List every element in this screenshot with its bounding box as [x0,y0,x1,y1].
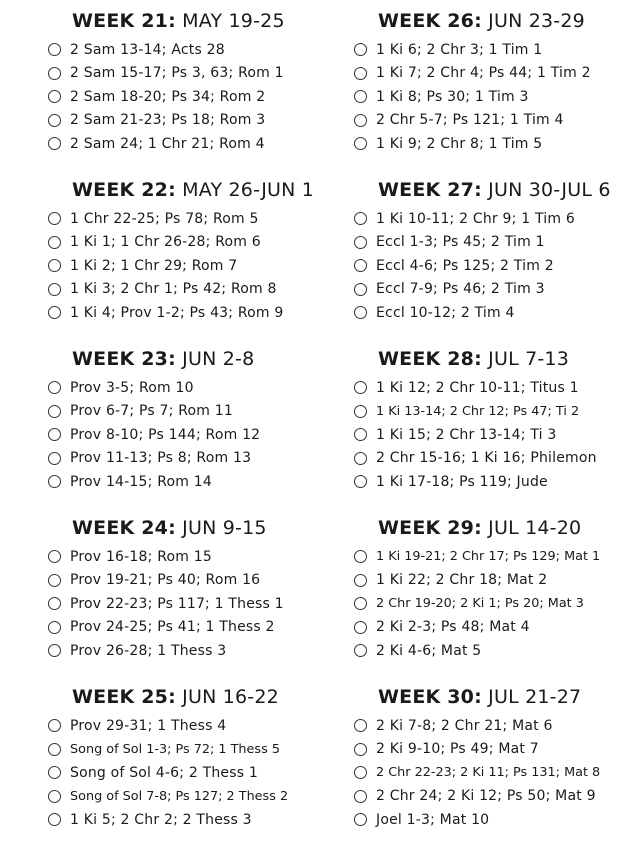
week-block [48,346,338,494]
reading-item[interactable] [48,569,338,593]
reading-label: 2 Chr 22-23; 2 Ki 11; Ps 131; Mat 8 [376,765,601,781]
reading-label: 2 Sam 15-17; Ps 3, 63; Rom 1 [70,65,284,82]
reading-label: 1 Ki 1; 1 Chr 26-28; Rom 6 [70,234,261,251]
reading-label: Prov 29-31; 1 Thess 4 [70,717,227,734]
reading-item[interactable] [354,231,640,255]
checkbox-circle-icon[interactable] [354,43,367,56]
reading-item[interactable] [48,592,338,616]
checkbox-circle-icon[interactable] [354,452,367,465]
week-block [48,8,338,156]
reading-item[interactable] [354,761,640,785]
checkbox-circle-icon[interactable] [354,719,367,732]
checkbox-circle-icon[interactable] [354,574,367,587]
reading-item[interactable] [48,301,338,325]
reading-item[interactable] [354,301,640,325]
checkbox-circle-icon[interactable] [354,381,367,394]
week-title [72,177,338,203]
week-dates: JUN 2-8 [182,348,255,370]
reading-list [48,376,338,494]
reading-label: 2 Chr 24; 2 Ki 12; Ps 50; Mat 9 [376,788,596,805]
reading-item[interactable] [354,447,640,471]
reading-item[interactable] [48,278,338,302]
reading-item[interactable] [48,207,338,231]
reading-item[interactable] [48,470,338,494]
reading-label: Song of Sol 7-8; Ps 127; 2 Thess 2 [70,788,289,804]
reading-item[interactable] [354,470,640,494]
reading-label: 2 Sam 24; 1 Chr 21; Rom 4 [70,135,265,152]
checkbox-circle-icon[interactable] [48,475,61,488]
reading-item[interactable] [48,38,338,62]
reading-item[interactable] [354,132,640,156]
reading-list [48,545,338,663]
week-dates: JUL 21-27 [488,686,582,708]
week-title [72,515,338,541]
week-title [378,177,640,203]
reading-item[interactable] [354,738,640,762]
week-block [48,515,338,663]
reading-label: 1 Ki 13-14; 2 Chr 12; Ps 47; Ti 2 [376,403,580,419]
reading-list [48,714,338,832]
reading-label: 1 Ki 7; 2 Chr 4; Ps 44; 1 Tim 2 [376,65,591,82]
reading-item[interactable] [354,423,640,447]
reading-label: 1 Ki 6; 2 Chr 3; 1 Tim 1 [376,41,543,58]
reading-item[interactable] [48,714,338,738]
week-dates: JUN 16-22 [182,686,279,708]
reading-label: 1 Ki 10-11; 2 Chr 9; 1 Tim 6 [376,210,575,227]
week-title [72,684,338,710]
checkbox-circle-icon[interactable] [48,452,61,465]
reading-item[interactable] [48,376,338,400]
checkbox-circle-icon[interactable] [48,574,61,587]
checkbox-circle-icon[interactable] [48,743,61,756]
reading-item[interactable] [354,109,640,133]
checkbox-circle-icon[interactable] [48,621,61,634]
week-number: WEEK 25: [72,686,176,708]
reading-label: 1 Ki 8; Ps 30; 1 Tim 3 [376,88,529,105]
checkbox-circle-icon[interactable] [354,90,367,103]
week-block [354,8,640,156]
reading-item[interactable] [48,616,338,640]
reading-item[interactable] [354,400,640,424]
reading-label: 2 Ki 7-8; 2 Chr 21; Mat 6 [376,717,553,734]
checkbox-circle-icon[interactable] [48,43,61,56]
reading-label: 2 Chr 15-16; 1 Ki 16; Philemon [376,450,597,467]
checkbox-circle-icon[interactable] [354,137,367,150]
week-number: WEEK 28: [378,348,482,370]
checkbox-circle-icon[interactable] [354,405,367,418]
checkbox-circle-icon[interactable] [354,67,367,80]
reading-label: Eccl 10-12; 2 Tim 4 [376,304,515,321]
checkbox-circle-icon[interactable] [48,137,61,150]
reading-item[interactable] [354,714,640,738]
checkbox-circle-icon[interactable] [48,306,61,319]
reading-item[interactable] [48,231,338,255]
reading-item[interactable] [354,592,640,616]
reading-label: Eccl 4-6; Ps 125; 2 Tim 2 [376,257,554,274]
reading-label: 1 Ki 22; 2 Chr 18; Mat 2 [376,572,548,589]
reading-label: Prov 22-23; Ps 117; 1 Thess 1 [70,595,284,612]
reading-list [354,376,640,494]
checkbox-circle-icon[interactable] [48,405,61,418]
reading-list [354,545,640,663]
reading-item[interactable] [48,62,338,86]
week-block [354,684,640,832]
week-dates: JUN 9-15 [182,517,267,539]
checkbox-circle-icon[interactable] [354,236,367,249]
reading-item[interactable] [48,447,338,471]
checkbox-circle-icon[interactable] [354,644,367,657]
reading-label: 2 Sam 21-23; Ps 18; Rom 3 [70,112,266,129]
reading-item[interactable] [354,616,640,640]
week-title [72,346,338,372]
reading-list [354,38,640,156]
reading-label: Prov 26-28; 1 Thess 3 [70,642,227,659]
week-dates: MAY 26-JUN 1 [182,179,315,201]
reading-label: 1 Ki 15; 2 Chr 13-14; Ti 3 [376,426,557,443]
checkbox-circle-icon[interactable] [48,597,61,610]
reading-item[interactable] [48,400,338,424]
week-number: WEEK 22: [72,179,176,201]
checkbox-circle-icon[interactable] [48,259,61,272]
reading-label: 2 Sam 13-14; Acts 28 [70,41,225,58]
reading-item[interactable] [354,639,640,663]
week-dates: MAY 19-25 [182,10,285,32]
reading-label: 1 Ki 12; 2 Chr 10-11; Titus 1 [376,379,579,396]
reading-label: Prov 16-18; Rom 15 [70,548,212,565]
reading-label: 2 Ki 2-3; Ps 48; Mat 4 [376,619,530,636]
checkbox-circle-icon[interactable] [48,381,61,394]
checkbox-circle-icon[interactable] [48,236,61,249]
reading-list [48,207,338,325]
week-dates: JUN 23-29 [488,10,585,32]
checkbox-circle-icon[interactable] [48,790,61,803]
reading-label: Prov 8-10; Ps 144; Rom 12 [70,426,261,443]
checkbox-circle-icon[interactable] [48,813,61,826]
reading-label: 1 Ki 4; Prov 1-2; Ps 43; Rom 9 [70,304,284,321]
reading-item[interactable] [48,132,338,156]
checkbox-circle-icon[interactable] [48,283,61,296]
week-title [378,515,640,541]
reading-item[interactable] [354,808,640,832]
checkbox-circle-icon[interactable] [354,259,367,272]
week-title [378,8,640,34]
checkbox-circle-icon[interactable] [354,550,367,563]
week-title [72,8,338,34]
week-block [48,177,338,325]
reading-item[interactable] [354,254,640,278]
checkbox-circle-icon[interactable] [354,283,367,296]
week-number: WEEK 27: [378,179,482,201]
reading-item[interactable] [48,254,338,278]
reading-label: 1 Ki 2; 1 Chr 29; Rom 7 [70,257,238,274]
week-block [48,684,338,832]
checkbox-circle-icon[interactable] [354,428,367,441]
reading-label: 2 Chr 19-20; 2 Ki 1; Ps 20; Mat 3 [376,596,584,612]
reading-item[interactable] [48,808,338,832]
reading-label: 1 Ki 3; 2 Chr 1; Ps 42; Rom 8 [70,281,277,298]
checkbox-circle-icon[interactable] [354,212,367,225]
reading-item[interactable] [354,85,640,109]
reading-label: Song of Sol 4-6; 2 Thess 1 [70,764,258,781]
reading-item[interactable] [48,423,338,447]
reading-item[interactable] [48,109,338,133]
reading-item[interactable] [354,569,640,593]
checkbox-circle-icon[interactable] [48,644,61,657]
reading-item[interactable] [354,376,640,400]
reading-label: 2 Ki 9-10; Ps 49; Mat 7 [376,741,539,758]
reading-label: 1 Ki 9; 2 Chr 8; 1 Tim 5 [376,135,543,152]
checkbox-circle-icon[interactable] [354,621,367,634]
week-number: WEEK 23: [72,348,176,370]
week-number: WEEK 24: [72,517,176,539]
week-block [354,515,640,663]
week-number: WEEK 26: [378,10,482,32]
week-block [354,346,640,494]
reading-item[interactable] [48,85,338,109]
checkbox-circle-icon[interactable] [48,550,61,563]
reading-label: Prov 14-15; Rom 14 [70,473,212,490]
reading-item[interactable] [354,785,640,809]
reading-list [48,38,338,156]
checkbox-circle-icon[interactable] [48,90,61,103]
reading-label: Eccl 7-9; Ps 46; 2 Tim 3 [376,281,545,298]
week-dates: JUL 7-13 [488,348,570,370]
week-number: WEEK 30: [378,686,482,708]
reading-label: 1 Chr 22-25; Ps 78; Rom 5 [70,210,259,227]
reading-item[interactable] [48,785,338,809]
checkbox-circle-icon[interactable] [354,114,367,127]
checkbox-circle-icon[interactable] [48,719,61,732]
reading-label: Joel 1-3; Mat 10 [376,811,490,828]
reading-item[interactable] [48,761,338,785]
week-title [378,684,640,710]
reading-label: Eccl 1-3; Ps 45; 2 Tim 1 [376,234,545,251]
reading-label: Prov 24-25; Ps 41; 1 Thess 2 [70,619,275,636]
reading-label: 1 Ki 5; 2 Chr 2; 2 Thess 3 [70,811,252,828]
reading-list [354,207,640,325]
reading-item[interactable] [48,545,338,569]
reading-label: 2 Sam 18-20; Ps 34; Rom 2 [70,88,266,105]
reading-item[interactable] [354,62,640,86]
reading-label: Prov 11-13; Ps 8; Rom 13 [70,450,252,467]
reading-label: 2 Chr 5-7; Ps 121; 1 Tim 4 [376,112,564,129]
week-dates: JUN 30-JUL 6 [488,179,611,201]
reading-label: 2 Ki 4-6; Mat 5 [376,642,482,659]
checkbox-circle-icon[interactable] [48,428,61,441]
reading-item[interactable] [354,545,640,569]
checkbox-circle-icon[interactable] [48,114,61,127]
week-number: WEEK 29: [378,517,482,539]
checkbox-circle-icon[interactable] [48,766,61,779]
checkbox-circle-icon[interactable] [354,597,367,610]
week-dates: JUL 14-20 [488,517,582,539]
reading-list [354,714,640,832]
checkbox-circle-icon[interactable] [354,813,367,826]
reading-item[interactable] [354,278,640,302]
reading-item[interactable] [48,738,338,762]
checkbox-circle-icon[interactable] [48,212,61,225]
reading-item[interactable] [354,38,640,62]
week-number: WEEK 21: [72,10,176,32]
reading-label: Prov 6-7; Ps 7; Rom 11 [70,403,233,420]
checkbox-circle-icon[interactable] [354,743,367,756]
reading-label: Prov 3-5; Rom 10 [70,379,194,396]
checkbox-circle-icon[interactable] [48,67,61,80]
checkbox-circle-icon[interactable] [354,766,367,779]
checkbox-circle-icon[interactable] [354,790,367,803]
reading-label: 1 Ki 17-18; Ps 119; Jude [376,473,548,490]
week-block [354,177,640,325]
reading-label: Song of Sol 1-3; Ps 72; 1 Thess 5 [70,741,280,757]
checkbox-circle-icon[interactable] [354,306,367,319]
week-title [378,346,640,372]
checkbox-circle-icon[interactable] [354,475,367,488]
reading-item[interactable] [354,207,640,231]
reading-label: 1 Ki 19-21; 2 Chr 17; Ps 129; Mat 1 [376,549,601,565]
reading-label: Prov 19-21; Ps 40; Rom 16 [70,572,261,589]
reading-item[interactable] [48,639,338,663]
